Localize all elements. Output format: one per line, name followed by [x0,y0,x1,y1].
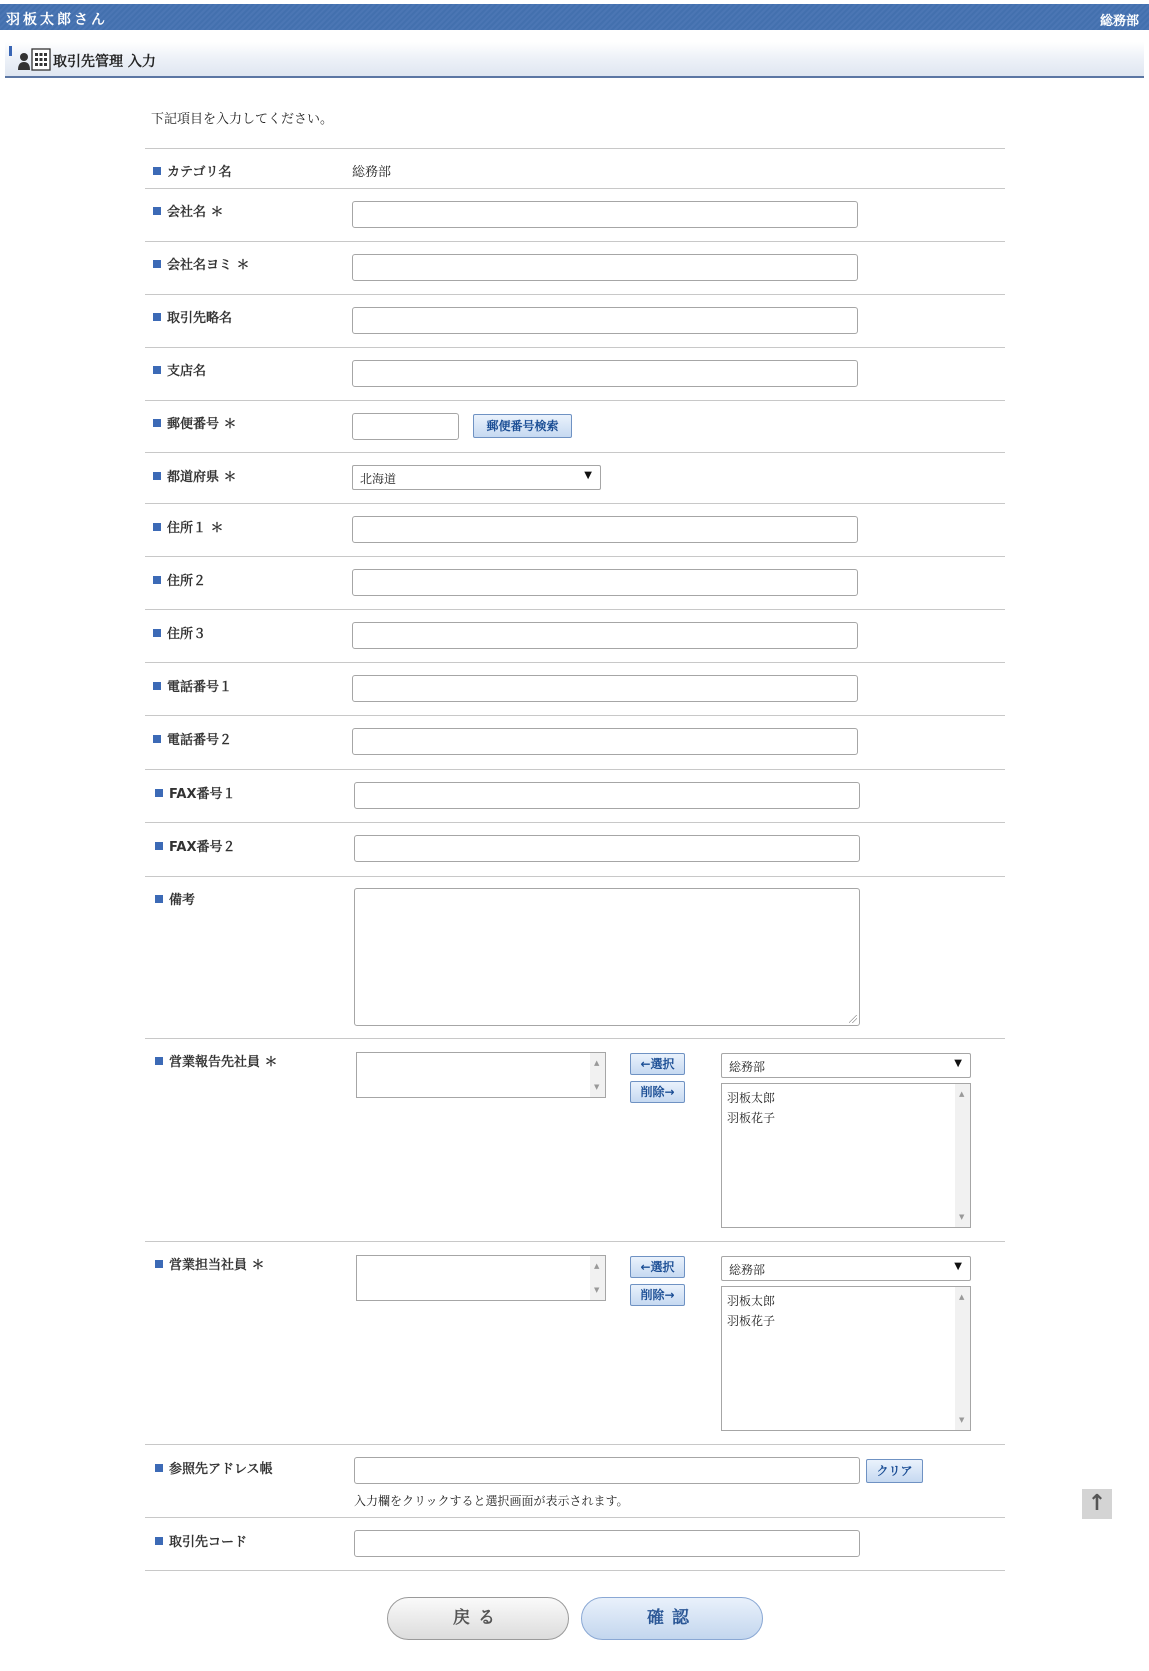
bullet-square [153,207,161,215]
sales-staff-selected-list[interactable] [356,1255,606,1301]
prefecture-selected: 北海道 [360,472,397,486]
row-divider [145,347,1005,348]
scrollbar[interactable] [590,1053,605,1097]
sales-staff-label: 営業担当社員 ＊ [155,1254,265,1273]
fax1-input[interactable] [354,782,860,809]
scroll-down-icon[interactable]: ▼ [959,1213,965,1221]
sales-staff-group-select[interactable] [721,1256,971,1281]
dropdown-arrow-icon: ▼ [954,1058,962,1069]
fax2-label: FAX番号２ [155,836,235,855]
sales-report-group-select[interactable] [721,1053,971,1078]
scrollbar[interactable] [955,1084,970,1227]
company-label: 会社名 ＊ [153,201,224,220]
row-divider [145,452,1005,453]
clear-button[interactable]: クリア [866,1459,923,1483]
candidate-option[interactable]: 羽板太郎 [727,1091,776,1105]
page-title: 取引先管理 入力 [53,54,156,70]
scrollbar[interactable] [955,1287,970,1430]
scroll-top-button[interactable] [1082,1489,1112,1519]
branch-input[interactable] [352,360,858,387]
remarks-textarea[interactable] [354,888,860,1026]
bullet-square [153,682,161,690]
address1-label: 住所１ ＊ [153,517,224,536]
tel1-label: 電話番号１ [153,676,232,695]
candidate-option[interactable]: 羽板太郎 [727,1294,776,1308]
row-divider [145,241,1005,242]
client-code-label: 取引先コード [155,1531,247,1550]
tel2-label: 電話番号２ [153,729,232,748]
row-divider [145,503,1005,504]
row-divider [145,1517,1005,1518]
row-divider [145,1038,1005,1039]
postal-search-button[interactable]: 郵便番号検索 [473,414,572,438]
scroll-down-icon[interactable]: ▼ [594,1286,600,1294]
dropdown-arrow-icon: ▼ [954,1261,962,1272]
address3-input[interactable] [352,622,858,649]
scrollbar[interactable] [590,1256,605,1300]
page-header [5,42,1144,78]
row-divider [145,662,1005,663]
branch-label: 支店名 [153,360,206,379]
candidate-option[interactable]: 羽板花子 [727,1111,776,1125]
address3-label: 住所３ [153,623,206,642]
company-kana-label: 会社名ヨミ ＊ [153,254,250,273]
bullet-square [155,1057,163,1065]
resize-grip-icon[interactable] [849,1015,857,1023]
fax1-label: FAX番号１ [155,783,235,802]
bullet-square [153,523,161,531]
prefecture-select[interactable] [352,465,601,490]
client-code-input[interactable] [354,1530,860,1557]
postal-code-input[interactable] [352,413,459,440]
scroll-up-icon[interactable]: ▲ [959,1293,965,1301]
prefecture-label: 都道府県 ＊ [153,466,237,485]
bullet-square [155,1537,163,1545]
back-button[interactable]: 戻る [387,1597,569,1640]
row-divider [145,148,1005,149]
user-name: 羽板太郎さん [6,12,108,28]
intro-text: 下記項目を入力してください。 [151,112,334,127]
row-divider [145,822,1005,823]
sales-report-delete-button[interactable]: 削除→ [630,1081,685,1103]
tel1-input[interactable] [352,675,858,702]
bullet-square [153,167,161,175]
bullet-square [153,419,161,427]
scroll-up-icon[interactable]: ▲ [594,1059,600,1067]
candidate-option[interactable]: 羽板花子 [727,1314,776,1328]
address-book-icon [17,46,53,72]
short-name-label: 取引先略名 [153,307,232,326]
sales-report-group-selected: 総務部 [729,1060,766,1074]
row-divider [145,400,1005,401]
address2-label: 住所２ [153,570,206,589]
remarks-label: 備考 [155,889,195,908]
bullet-square [153,313,161,321]
row-divider [145,1444,1005,1445]
row-divider [145,715,1005,716]
address2-input[interactable] [352,569,858,596]
sales-staff-select-button[interactable]: ←選択 [630,1256,685,1278]
bullet-square [153,576,161,584]
arrow-up-icon: ↑ [1087,1491,1107,1516]
bullet-square [153,472,161,480]
address1-input[interactable] [352,516,858,543]
bullet-square [155,1464,163,1472]
category-label: カテゴリ名 [153,161,231,180]
scroll-up-icon[interactable]: ▲ [594,1262,600,1270]
header-accent-mark [9,46,12,56]
top-bar [0,4,1149,30]
address-book-label: 参照先アドレス帳 [155,1458,273,1477]
bullet-square [153,366,161,374]
scroll-down-icon[interactable]: ▼ [959,1416,965,1424]
bullet-square [155,1260,163,1268]
row-divider [145,876,1005,877]
bullet-square [153,260,161,268]
tel2-input[interactable] [352,728,858,755]
row-divider [145,609,1005,610]
row-divider [145,1570,1005,1571]
short-name-input[interactable] [352,307,858,334]
bullet-square [155,842,163,850]
scroll-up-icon[interactable]: ▲ [959,1090,965,1098]
sales-staff-candidate-list[interactable] [721,1286,971,1431]
sales-report-candidate-list[interactable] [721,1083,971,1228]
postal-label: 郵便番号 ＊ [153,413,237,432]
bullet-square [155,789,163,797]
company-kana-input[interactable] [352,254,858,281]
row-divider [145,294,1005,295]
address-book-input[interactable] [354,1457,860,1484]
bullet-square [153,629,161,637]
department-name: 総務部 [1099,14,1139,29]
sales-staff-group-selected: 総務部 [729,1263,766,1277]
row-divider [145,769,1005,770]
sales-report-select-button[interactable]: ←選択 [630,1053,685,1075]
row-divider [145,556,1005,557]
category-value: 総務部 [352,165,392,180]
confirm-button[interactable]: 確認 [581,1597,763,1640]
bullet-square [153,735,161,743]
dropdown-arrow-icon: ▼ [584,470,592,481]
sales-report-label: 営業報告先社員 ＊ [155,1051,278,1070]
fax2-input[interactable] [354,835,860,862]
company-name-input[interactable] [352,201,858,228]
bullet-square [155,895,163,903]
row-divider [145,188,1005,189]
sales-staff-delete-button[interactable]: 削除→ [630,1284,685,1306]
sales-report-selected-list[interactable] [356,1052,606,1098]
address-book-note: 入力欄をクリックすると選択画面が表示されます。 [354,1494,629,1508]
row-divider [145,1241,1005,1242]
scroll-down-icon[interactable]: ▼ [594,1083,600,1091]
